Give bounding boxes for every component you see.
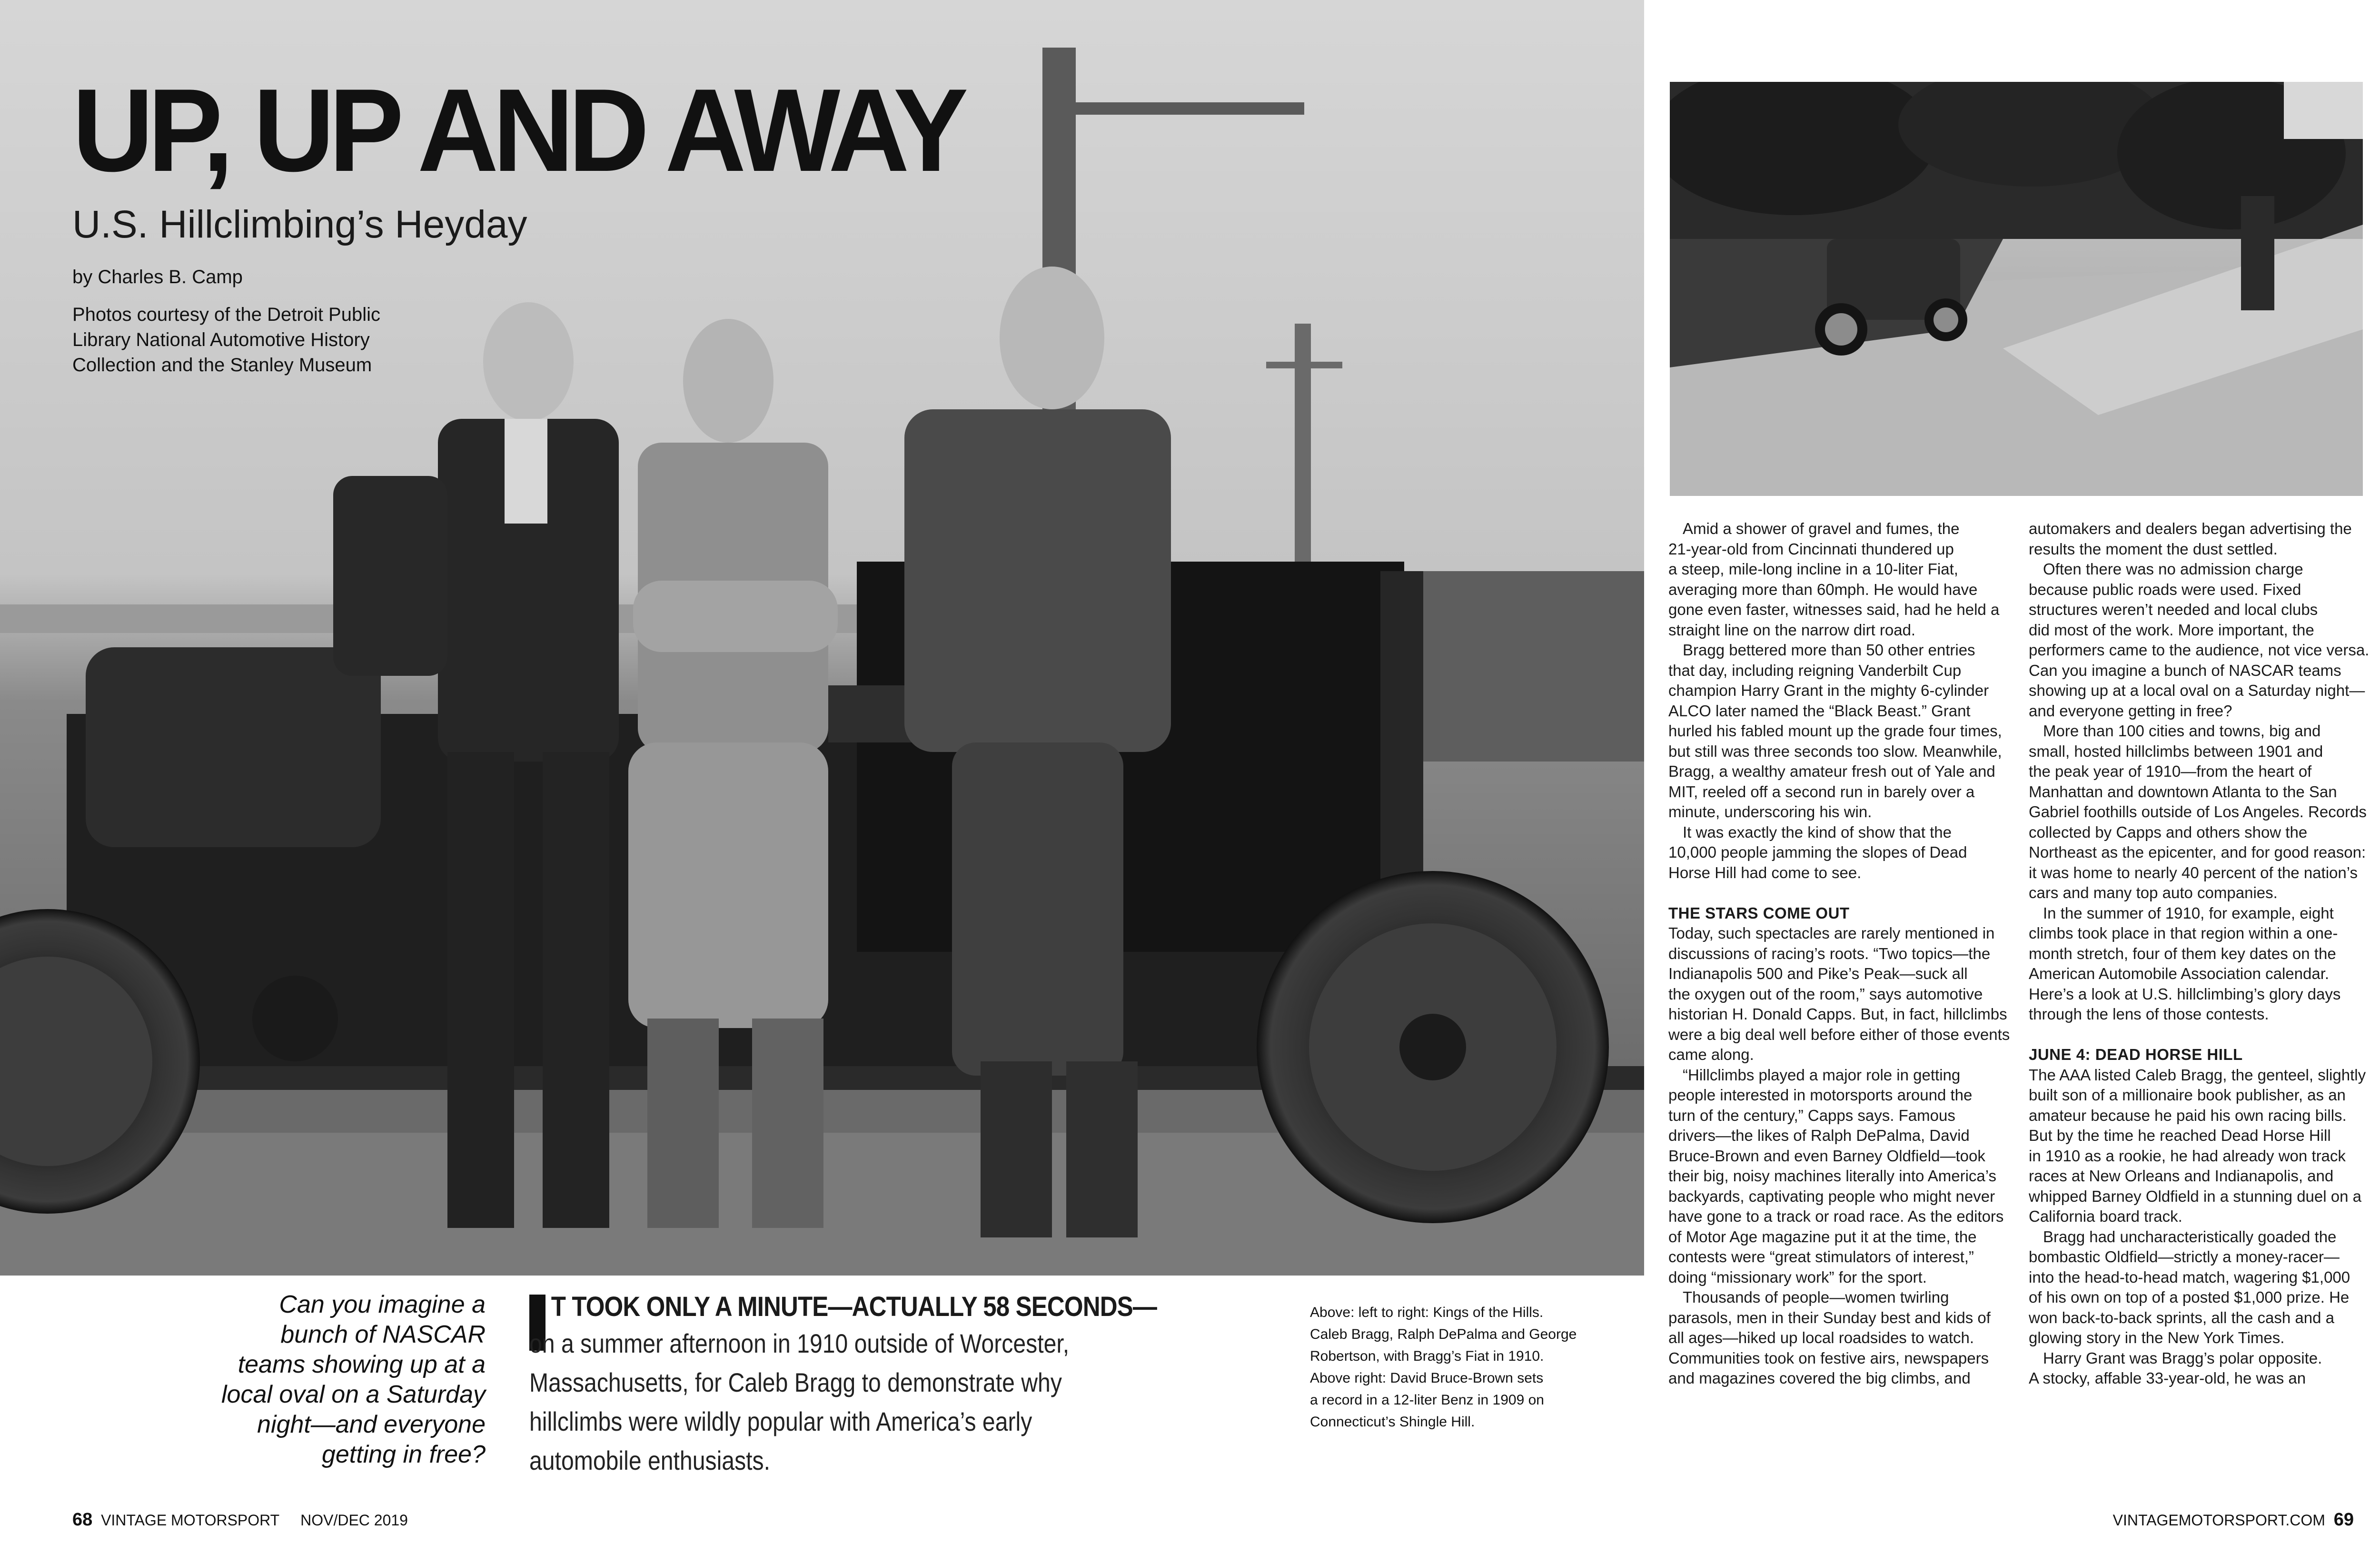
body-line: have gone to a track or road race. As the editors	[1668, 1207, 2004, 1225]
body-line: Horse Hill had come to see.	[1668, 863, 1862, 881]
body-line: Bragg had uncharacteristically goaded the	[2043, 1227, 2337, 1246]
body-line: came along.	[1668, 1046, 1754, 1063]
body-line: backyards, captivating people who might never	[1668, 1187, 1995, 1205]
body-line: all ages—hiked up local roadsides to watch.	[1668, 1329, 1974, 1346]
folio-right	[2113, 1510, 2354, 1530]
body-line: doing “missionary work” for the sport.	[1668, 1268, 1927, 1286]
body-line: in 1910 as a rookie, he had already won track	[2029, 1147, 2346, 1165]
byline: by Charles B. Camp	[72, 267, 243, 287]
body-line	[1668, 883, 2006, 903]
body-line: Harry Grant was Bragg’s polar opposite.	[2043, 1349, 2322, 1367]
body-line: Northeast as the epicenter, and for good reason:	[2029, 843, 2366, 861]
body-line: and magazines covered the big climbs, and	[1668, 1369, 1971, 1387]
body-line: results the moment the dust settled.	[2029, 540, 2278, 558]
body-line: amateur because he paid his own racing bills.	[2029, 1106, 2347, 1124]
body-line: parasols, men in their Sunday best and kids of	[1668, 1308, 1991, 1326]
body-line: built son of a millionaire book publisher, as an	[2029, 1086, 2346, 1104]
caption-line: Robertson, with Bragg’s Fiat in 1910.	[1310, 1348, 1544, 1364]
body-line: In the summer of 1910, for example, eight	[2043, 904, 2334, 922]
body-line: because public roads were used. Fixed	[2029, 580, 2301, 598]
caption-line: Above: left to right: Kings of the Hills.	[1310, 1305, 1544, 1320]
intro-lead: T TOOK ONLY A MINUTE—ACTUALLY 58 SECONDS—	[551, 1291, 1157, 1322]
inset-photo	[1670, 82, 2363, 496]
body-line: American Automobile Association calendar.	[2029, 965, 2330, 982]
page-number-left: 68	[72, 1510, 93, 1530]
body-line: Thousands of people—women twirling	[1683, 1288, 1949, 1306]
footer-website: VINTAGEMOTORSPORT.COM	[2112, 1512, 2325, 1529]
section-heading: THE STARS COME OUT	[1668, 904, 1850, 922]
body-line: Often there was no admission charge	[2043, 560, 2303, 578]
folio-left	[72, 1510, 408, 1530]
body-line: But by the time he reached Dead Horse Hill	[2029, 1127, 2331, 1144]
body-line: people interested in motorsports around the	[1668, 1086, 1973, 1104]
body-line: were a big deal well before either of those events	[1668, 1025, 2010, 1043]
body-line: whipped Barney Oldfield in a stunning duel on a	[2029, 1187, 2361, 1205]
pull-quote-line: getting in free?	[321, 1441, 486, 1468]
body-line: a steep, mile-long incline in a 10-liter Fiat,	[1668, 560, 1958, 578]
body-line: More than 100 cities and towns, big and	[2043, 722, 2321, 740]
body-line: showing up at a local oval on a Saturday night—	[2029, 682, 2365, 699]
pull-quote	[181, 1290, 486, 1470]
body-line: into the head-to-head match, wagering $1,000	[2029, 1268, 2350, 1286]
body-line: 21-year-old from Cincinnati thundered up	[1668, 540, 1954, 558]
body-line: the peak year of 1910—from the heart of	[2029, 762, 2312, 780]
body-line: Manhattan and downtown Atlanta to the San	[2029, 782, 2337, 801]
body-line: the oxygen out of the room,” says automotive	[1668, 985, 1983, 1003]
intro-paragraph	[529, 1290, 1157, 1480]
body-line: It was exactly the kind of show that the	[1683, 823, 1952, 841]
body-line: Indianapolis 500 and Pike’s Peak—suck all	[1668, 965, 1968, 982]
body-line: Can you imagine a bunch of NASCAR teams	[2029, 661, 2341, 679]
body-line: ALCO later named the “Black Beast.” Grant	[1668, 702, 1971, 720]
pull-quote-line: local oval on a Saturday	[221, 1381, 486, 1408]
body-line: Bragg, a wealthy amateur fresh out of Yale and	[1668, 762, 1995, 780]
body-line: Today, such spectacles are rarely mentioned in	[1668, 924, 1995, 942]
body-line: performers came to the audience, not vice versa.	[2029, 641, 2370, 659]
body-line: hurled his fabled mount up the grade four times,	[1668, 722, 2002, 740]
body-line: races at New Orleans and Indianapolis, and	[2029, 1167, 2334, 1185]
body-line: climbs took place in that region within a one-	[2029, 924, 2338, 942]
body-line: Amid a shower of gravel and fumes, the	[1683, 520, 1960, 537]
body-line	[2029, 1025, 2367, 1045]
body-line: discussions of racing’s roots. “Two topics—the	[1668, 944, 1991, 962]
body-line: and everyone getting in free?	[2029, 702, 2232, 720]
body-line: Communities took on festive airs, newspapers	[1668, 1349, 1989, 1367]
body-line: averaging more than 60mph. He would have	[1668, 580, 1978, 598]
body-line: straight line on the narrow dirt road.	[1668, 621, 1916, 639]
body-line: but still was three seconds too slow. Meanwhile,	[1668, 742, 2002, 760]
section-heading: JUNE 4: DEAD HORSE HILL	[2029, 1046, 2243, 1063]
body-line: MIT, reeled off a second run in barely over a	[1668, 782, 1975, 801]
intro-line: Massachusetts, for Caleb Bragg to demonstrate why	[529, 1367, 1062, 1397]
body-line: through the lens of those contests.	[2029, 1005, 2269, 1023]
body-line: California board track.	[2029, 1207, 2182, 1225]
body-line: A stocky, affable 33-year-old, he was an	[2029, 1369, 2306, 1387]
subtitle: U.S. Hillclimbing’s Heyday	[72, 203, 527, 246]
body-line: won back-to-back sprints, all the cash and a	[2029, 1308, 2335, 1326]
headline: UP, UP AND AWAY	[72, 64, 963, 197]
body-line: glowing story in the New York Times.	[2029, 1329, 2285, 1346]
pull-quote-line: Can you imagine a	[279, 1291, 486, 1318]
intro-line: hillclimbs were wildly popular with America’s early	[529, 1406, 1032, 1436]
body-line: minute, underscoring his win.	[1668, 803, 1872, 821]
body-line: that day, including reigning Vanderbilt Cup	[1668, 661, 1962, 679]
intro-line: automobile enthusiasts.	[529, 1445, 770, 1475]
footer-magazine-issue: VINTAGE MOTORSPORT NOV/DEC 2019	[101, 1512, 408, 1529]
body-line: cars and many top auto companies.	[2029, 884, 2278, 901]
pull-quote-line: bunch of NASCAR	[280, 1321, 486, 1348]
body-line: 10,000 people jamming the slopes of Dead	[1668, 843, 1967, 861]
body-line: collected by Capps and others show the	[2029, 823, 2308, 841]
body-line: turn of the century,” Capps says. Famous	[1668, 1106, 1955, 1124]
pull-quote-line: night—and everyone	[257, 1411, 486, 1438]
caption-line: Above right: David Bruce-Brown sets	[1310, 1370, 1544, 1386]
body-line: of his own on top of a posted $1,000 prize. He	[2029, 1288, 2350, 1306]
body-line: automakers and dealers began advertising the	[2029, 520, 2352, 537]
body-line: of Motor Age magazine put it at the time, the	[1668, 1227, 1977, 1246]
body-line: gone even faster, witnesses said, had he held a	[1668, 601, 2000, 618]
body-line: Bragg bettered more than 50 other entries	[1683, 641, 1975, 659]
body-line: bombastic Oldfield—strictly a money-racer—	[2029, 1248, 2340, 1266]
body-line: Here’s a look at U.S. hillclimbing’s glory days	[2029, 985, 2341, 1003]
page-number-right: 69	[2333, 1510, 2354, 1530]
caption-line: a record in a 12-liter Benz in 1909 on	[1310, 1392, 1544, 1408]
body-line: it was home to nearly 40 percent of the nation’s	[2029, 863, 2358, 881]
body-line: their big, noisy machines literally into America’s	[1668, 1167, 1997, 1185]
body-column-1	[1668, 519, 2010, 1389]
body-line: contests were “great stimulators of interest,”	[1668, 1248, 1974, 1266]
body-line: The AAA listed Caleb Bragg, the genteel, slightly	[2029, 1066, 2366, 1084]
intro-line: on a summer afternoon in 1910 outside of Worcester,	[529, 1328, 1070, 1358]
caption-line: Connecticut’s Shingle Hill.	[1310, 1414, 1475, 1430]
body-line: small, hosted hillclimbs between 1901 and	[2029, 742, 2323, 760]
body-line: Gabriel foothills outside of Los Angeles. Records	[2029, 803, 2367, 821]
caption-line: Caleb Bragg, Ralph DePalma and George	[1310, 1326, 1577, 1342]
body-line: Bruce-Brown and even Barney Oldfield—took	[1668, 1147, 1985, 1165]
body-line: structures weren’t needed and local clubs	[2029, 601, 2318, 618]
pull-quote-line: teams showing up at a	[238, 1351, 486, 1378]
body-line: “Hillclimbs played a major role in getting	[1683, 1066, 1961, 1084]
body-line: drivers—the likes of Ralph DePalma, David	[1668, 1127, 1970, 1144]
photo-caption	[1310, 1302, 1577, 1433]
body-line: month stretch, four of them key dates on the	[2029, 944, 2336, 962]
body-line: historian H. Donald Capps. But, in fact, hillclimbs	[1668, 1005, 2007, 1023]
body-line: champion Harry Grant in the mighty 6-cylinder	[1668, 682, 1989, 699]
body-column-2	[2029, 519, 2370, 1389]
body-line: did most of the work. More important, the	[2029, 621, 2314, 639]
photo-credit: Photos courtesy of the Detroit Public Library National Automotive History Collection and the Stanley Museum	[72, 304, 380, 376]
